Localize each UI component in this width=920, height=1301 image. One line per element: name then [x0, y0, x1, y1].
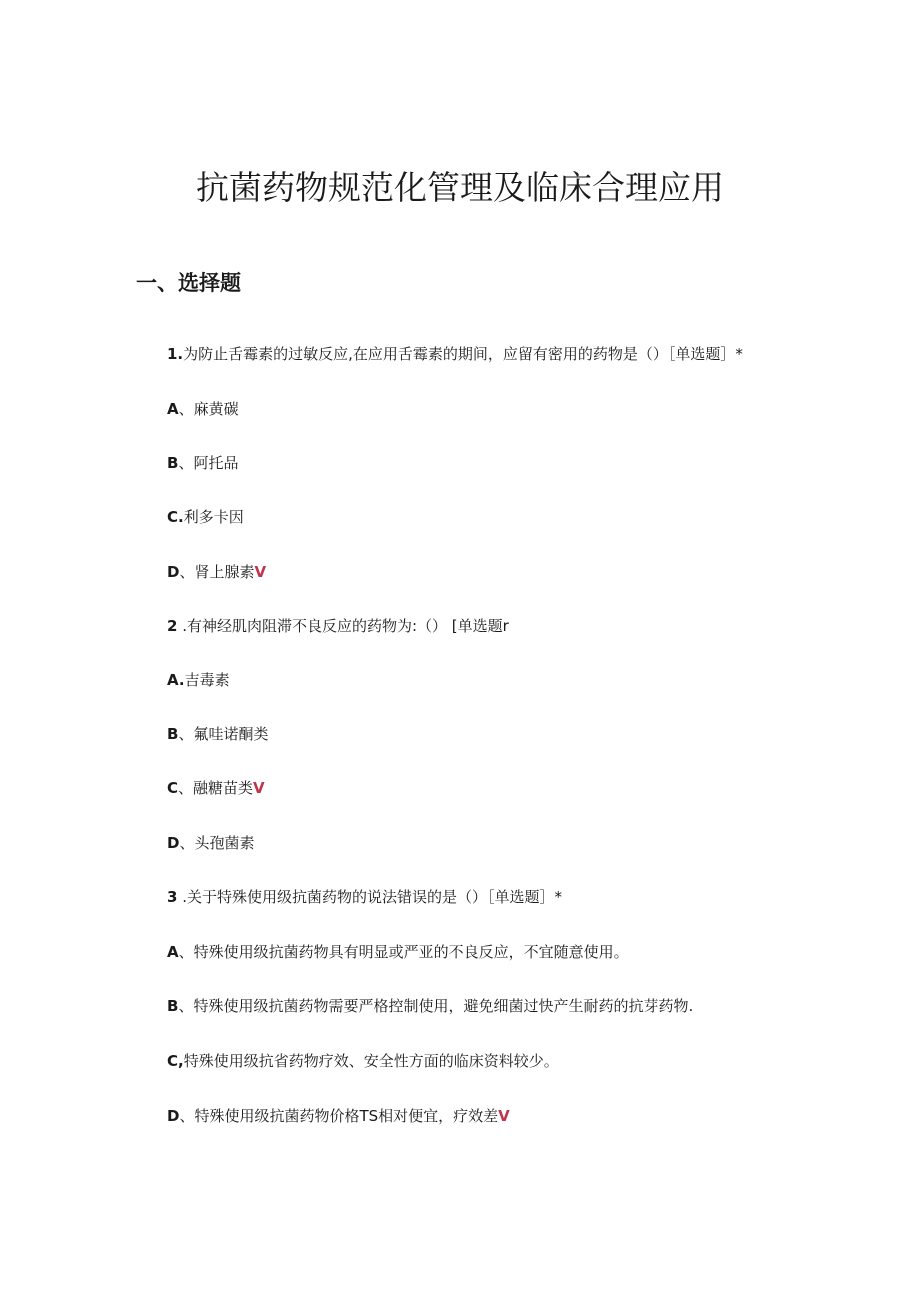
option-text: 、特殊使用级抗菌药物需要严格控制使用，避免细菌过快产生耐药的抗芽药物. — [178, 997, 694, 1015]
question-text: .有神经肌肉阻滞不良反应的药物为:（） [单选题r — [177, 617, 509, 635]
option-d — [167, 832, 254, 854]
option-letter: C, — [167, 1052, 184, 1070]
option-a — [167, 941, 629, 963]
question-2 — [167, 615, 509, 637]
option-text: 、肾上腺素 — [179, 563, 255, 581]
option-text: 特殊使用级抗省药物疗效、安全性方面的临床资料较少。 — [183, 1052, 559, 1070]
option-c — [167, 506, 244, 528]
correct-mark: V — [253, 779, 265, 797]
option-letter: A. — [167, 671, 185, 689]
correct-mark: V — [254, 563, 267, 581]
option-text: 、融糖苗类 — [178, 779, 254, 797]
question-number: 1. — [167, 345, 184, 363]
section-heading: 一、选择题 — [136, 271, 241, 295]
question-1 — [167, 343, 743, 365]
option-text: 、头孢菌素 — [179, 834, 255, 852]
option-b — [167, 995, 693, 1017]
option-d — [167, 561, 266, 583]
document-title: 抗菌药物规范化管理及临床合理应用 — [196, 168, 724, 207]
option-letter: B — [167, 454, 179, 472]
option-d — [167, 1105, 510, 1127]
question-3 — [167, 886, 562, 908]
question-text: 为防止舌霉素的过敏反应,在应用舌霉素的期间，应留有密用的药物是（）［单选题］* — [183, 345, 743, 363]
question-number: 3 — [167, 888, 178, 906]
option-letter: C. — [167, 508, 184, 526]
option-letter: D — [167, 834, 180, 852]
option-text: 、特殊使用级抗菌药物价格TS相对便宜，疗效差 — [179, 1107, 499, 1125]
option-a — [167, 398, 239, 420]
option-letter: A — [167, 400, 179, 418]
option-c — [167, 1050, 559, 1072]
correct-mark: V — [498, 1107, 510, 1125]
option-b — [167, 723, 268, 745]
option-text: 吉毒素 — [184, 671, 230, 689]
option-text: 、麻黄碳 — [178, 400, 239, 418]
option-letter: A — [167, 943, 179, 961]
option-text: 、阿托品 — [178, 454, 239, 472]
question-number: 2 — [167, 617, 178, 635]
option-letter: B — [167, 725, 179, 743]
question-text: .关于特殊使用级抗菌药物的说法错误的是（）［单选题］* — [177, 888, 562, 906]
option-letter: C — [167, 779, 179, 797]
option-a — [167, 669, 230, 691]
option-letter: D — [167, 563, 180, 581]
option-b — [167, 452, 238, 474]
option-text: 利多卡因 — [183, 508, 244, 526]
option-letter: B — [167, 997, 179, 1015]
option-text: 、氟哇诺酮类 — [178, 725, 269, 743]
option-c — [167, 777, 265, 799]
option-text: 、特殊使用级抗菌药物具有明显或严亚的不良反应，不宜随意使用。 — [178, 943, 629, 961]
option-letter: D — [167, 1107, 180, 1125]
